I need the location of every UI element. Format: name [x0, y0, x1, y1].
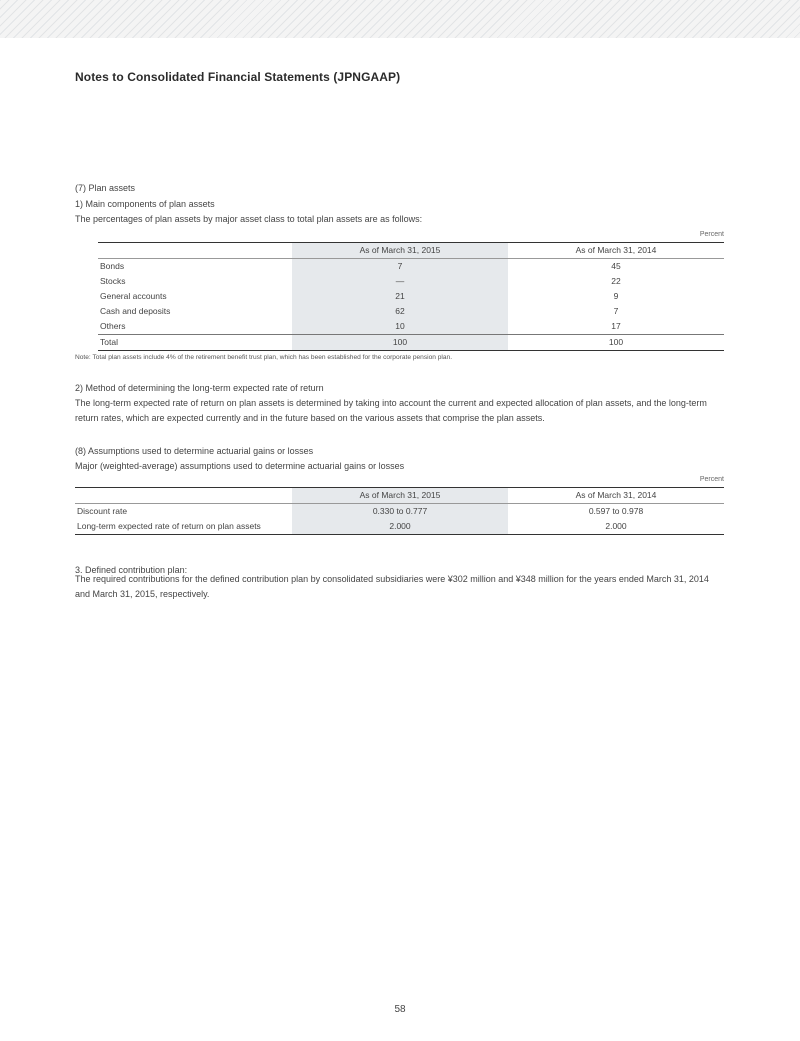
assumptions-heading: (8) Assumptions used to determine actuarial gains or losses: [75, 446, 314, 456]
header-band: [0, 0, 800, 38]
assumptions-subheading: Major (weighted-average) assumptions used to determine actuarial gains or losses: [75, 461, 405, 471]
value-2015: 7: [292, 259, 508, 275]
column-header-blank: [98, 243, 292, 259]
table-row: [98, 289, 724, 304]
method-text: The long-term expected rate of return on plan assets is determined by taking into account the current and expected allocation of plan assets, and the long-term return rates, which are expected currently and in the future based on the various assets that comprise the plan assets.: [75, 398, 707, 424]
total-2015: 100: [292, 335, 508, 351]
value-2015: 10: [292, 319, 508, 335]
table-row: [98, 259, 724, 275]
table-header-row: [75, 488, 724, 504]
column-header-2015: As of March 31, 2015: [292, 243, 508, 259]
value-2014: 22: [611, 276, 621, 286]
row-label: Cash and deposits: [100, 306, 171, 316]
column-header-blank: [75, 488, 292, 504]
row-label: Stocks: [100, 276, 126, 286]
table-row: [75, 519, 724, 535]
value-2015: —: [292, 274, 508, 289]
value-2014: 17: [611, 321, 621, 331]
total-label: Total: [98, 335, 292, 351]
row-label: Bonds: [100, 261, 125, 271]
row-label: General accounts: [100, 291, 167, 301]
value-2014: 0.597 to 0.978: [588, 506, 644, 516]
column-header-2014: As of March 31, 2014: [508, 243, 724, 259]
value-2014: 7: [613, 306, 619, 316]
plan-assets-unit: Percent: [699, 231, 724, 238]
table-row: [98, 304, 724, 319]
defined-contribution-text: The required contributions for the defined contribution plan by consolidated subsidiaries were ¥302 million and ¥348 million for the years ended March 31, 2014 and March 31, 2015, respectively.: [75, 574, 709, 600]
table-row: [98, 319, 724, 335]
table-row: [75, 504, 724, 520]
method-heading: 2) Method of determining the long-term expected rate of return: [75, 383, 324, 393]
row-label: Others: [100, 321, 126, 331]
defined-contribution-heading: 3. Defined contribution plan:: [75, 565, 188, 575]
value-2014: 9: [613, 291, 619, 301]
plan-assets-intro: The percentages of plan assets by major asset class to total plan assets are as follows:: [75, 214, 423, 224]
page-number: 58: [394, 1004, 406, 1015]
plan-assets-heading: (7) Plan assets: [75, 183, 136, 193]
value-2015: 21: [292, 289, 508, 304]
column-header-2015: As of March 31, 2015: [292, 488, 508, 504]
plan-assets-note: Note: Total plan assets include 4% of the retirement benefit trust plan, which has been established for the corporate pension plan.: [75, 354, 453, 361]
plan-assets-table: [98, 242, 724, 351]
value-2015: 2.000: [292, 519, 508, 535]
row-label: Discount rate: [77, 506, 128, 516]
table-header-row: [98, 243, 724, 259]
plan-assets-subheading: 1) Main components of plan assets: [75, 199, 215, 209]
assumptions-unit: Percent: [699, 476, 724, 483]
value-2014: 45: [611, 261, 621, 271]
assumptions-table: [75, 487, 724, 535]
value-2015: 0.330 to 0.777: [292, 504, 508, 520]
column-header-2014: As of March 31, 2014: [508, 488, 724, 504]
row-label: Long-term expected rate of return on plan assets: [75, 519, 292, 535]
page-title: Notes to Consolidated Financial Statements (JPNGAAP): [75, 70, 401, 84]
table-row: [98, 274, 724, 289]
table-total-row: [98, 335, 724, 351]
total-2014: 100: [508, 335, 724, 351]
value-2015: 62: [292, 304, 508, 319]
value-2014: 2.000: [508, 519, 724, 535]
